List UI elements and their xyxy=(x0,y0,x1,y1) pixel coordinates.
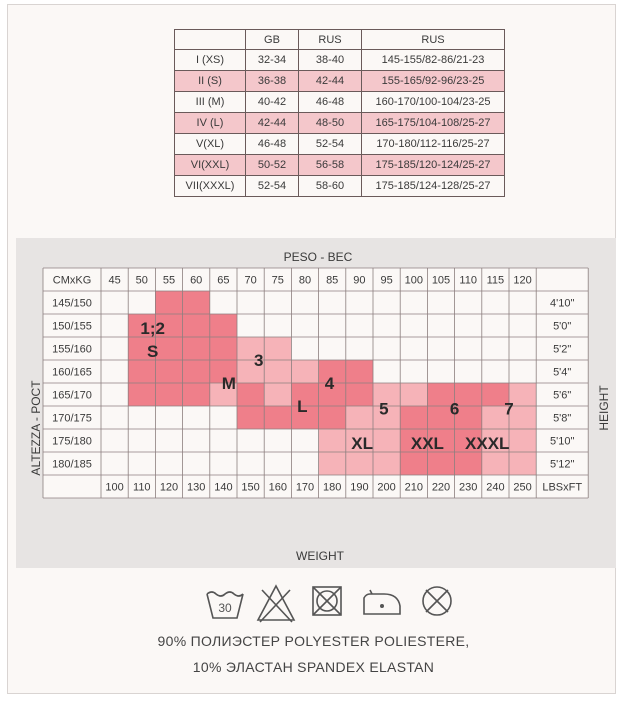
ft-tick-label: 5'0" xyxy=(553,320,572,333)
size-table-row xyxy=(175,176,505,197)
kg-tick-label: 100 xyxy=(404,274,423,287)
size-table-cell-rus: 38-40 xyxy=(299,50,362,71)
size-zone-cell xyxy=(210,314,237,337)
size-zone-number: 4 xyxy=(324,374,335,393)
size-zone-cell xyxy=(509,429,536,452)
size-zone-cell xyxy=(264,383,291,406)
fabric-composition-line2: 10% ЭЛАСТАН SPANDEX ELASTAN xyxy=(192,659,435,675)
size-zone-code: XXL xyxy=(410,433,444,453)
ft-tick-label: 5'8" xyxy=(553,412,572,425)
size-table-cell-size: VI(XXL) xyxy=(175,155,246,176)
lbs-tick-label: 150 xyxy=(241,481,260,494)
size-table-cell-size: VII(XXXL) xyxy=(175,176,246,197)
size-table-cell-rus-full: 145-155/82-86/21-23 xyxy=(362,50,505,71)
lbs-tick-label: 230 xyxy=(459,481,478,494)
size-table-row xyxy=(175,71,505,92)
size-zone-cell xyxy=(128,360,155,383)
no-tumble-dry-icon xyxy=(313,587,341,615)
size-zone-number: 7 xyxy=(504,399,514,419)
lbs-tick-label: 240 xyxy=(486,481,505,494)
size-zone-cell xyxy=(319,452,346,475)
size-zone-cell xyxy=(155,337,182,360)
size-table-row xyxy=(175,92,505,113)
cm-tick-label: 165/170 xyxy=(52,389,92,402)
weight-kg-title: PESO - BEC xyxy=(283,250,353,264)
size-zone-cell xyxy=(264,337,291,360)
lbs-tick-label: 250 xyxy=(513,481,532,494)
size-zone-cell xyxy=(427,452,454,475)
size-zone-number: 6 xyxy=(449,399,460,419)
size-zone-cell xyxy=(455,452,482,475)
kg-tick-label: 120 xyxy=(513,274,532,287)
ft-tick-label: 5'6" xyxy=(553,389,572,402)
fabric-composition-line1: 90% ПОЛИЭСТЕР POLYESTER POLIESTERE, xyxy=(157,633,470,649)
kg-tick-label: 80 xyxy=(298,274,312,287)
size-zone-cell xyxy=(237,383,264,406)
corner-cmxkg-label: CMxKG xyxy=(52,274,92,287)
size-table-row xyxy=(175,155,505,176)
size-table-cell-gb: 46-48 xyxy=(246,134,299,155)
lbs-tick-label: 100 xyxy=(105,481,124,494)
lbs-tick-label: 110 xyxy=(133,481,151,494)
size-zone-cell xyxy=(373,429,400,452)
ft-tick-label: 5'4" xyxy=(553,366,572,379)
size-table-body xyxy=(175,50,505,197)
size-zone-cell xyxy=(373,452,400,475)
ft-tick-label: 5'2" xyxy=(553,343,572,356)
lbs-tick-label: 220 xyxy=(431,481,451,494)
size-table-cell-rus: 52-54 xyxy=(299,134,362,155)
size-table-cell-rus-full: 165-175/104-108/25-27 xyxy=(362,113,505,134)
size-zone-code: M xyxy=(221,374,236,393)
care-icons xyxy=(8,580,625,630)
size-table-cell-rus: 56-58 xyxy=(299,155,362,176)
size-zone-cell xyxy=(509,452,536,475)
size-zone-number: 1;2 xyxy=(140,318,165,338)
kg-tick-label: 95 xyxy=(380,274,393,287)
size-zone-cell xyxy=(183,314,210,337)
lbs-tick-label: 200 xyxy=(377,481,396,494)
cm-tick-label: 160/165 xyxy=(52,366,92,379)
size-table-cell-gb: 52-54 xyxy=(246,176,299,197)
kg-tick-label: 70 xyxy=(244,274,257,287)
cm-tick-label: 175/180 xyxy=(52,435,92,448)
size-table-cell-rus: 46-48 xyxy=(299,92,362,113)
wash-temp-label: 30 xyxy=(218,601,232,615)
lbs-tick-label: 190 xyxy=(350,481,369,494)
size-zone-cell xyxy=(346,406,373,429)
size-zone-cell xyxy=(319,429,346,452)
size-table-cell-gb: 40-42 xyxy=(246,92,299,113)
size-zone-code: S xyxy=(147,341,159,361)
kg-tick-label: 60 xyxy=(190,274,203,287)
size-zone-cell xyxy=(400,452,427,475)
lbs-tick-label: 180 xyxy=(323,481,342,494)
size-table-header xyxy=(175,30,505,50)
size-zone-cell xyxy=(183,291,210,314)
lbs-tick-label: 140 xyxy=(214,481,233,494)
wash-30-icon xyxy=(207,592,243,618)
size-zone-cell xyxy=(346,383,373,406)
size-zone-cell xyxy=(346,452,373,475)
size-grid xyxy=(16,238,616,568)
size-table-cell-rus-full: 155-165/92-96/23-25 xyxy=(362,71,505,92)
cm-tick-label: 180/185 xyxy=(52,458,92,471)
size-zone-cell xyxy=(155,360,182,383)
size-table-cell-rus: 48-50 xyxy=(299,113,362,134)
size-chart-card xyxy=(7,4,616,694)
size-table-cell-size: II (S) xyxy=(175,71,246,92)
size-table-cell-rus: 58-60 xyxy=(299,176,362,197)
lbs-tick-label: 210 xyxy=(404,481,423,494)
lbs-tick-label: 120 xyxy=(159,481,179,494)
cm-tick-label: 170/175 xyxy=(52,412,92,425)
size-table-cell-size: I (XS) xyxy=(175,50,246,71)
kg-tick-label: 85 xyxy=(326,274,339,287)
size-zone-cell xyxy=(155,383,182,406)
kg-tick-label: 90 xyxy=(353,274,366,287)
lbs-tick-label: 170 xyxy=(295,481,315,494)
size-zone-code: XXXL xyxy=(465,433,510,453)
size-zone-cell xyxy=(346,360,373,383)
size-table-cell-rus-full: 160-170/100-104/23-25 xyxy=(362,92,505,113)
size-table-cell-size: V(XL) xyxy=(175,134,246,155)
lbs-tick-label: 160 xyxy=(268,481,287,494)
size-zone-cell xyxy=(264,406,291,429)
size-zone-cell xyxy=(183,337,210,360)
size-zone-cell xyxy=(183,383,210,406)
header-rus: RUS xyxy=(299,30,362,50)
size-table-cell-gb: 50-52 xyxy=(246,155,299,176)
size-zone-cell xyxy=(400,383,427,406)
kg-tick-label: 45 xyxy=(108,274,121,287)
size-zone-number: 3 xyxy=(254,351,264,370)
size-table-cell-rus-full: 175-185/120-124/25-27 xyxy=(362,155,505,176)
no-bleach-icon xyxy=(258,586,294,622)
size-zone-cell xyxy=(210,337,237,360)
ft-tick-label: 5'10" xyxy=(550,435,575,448)
size-table-row xyxy=(175,134,505,155)
ft-tick-label: 4'10" xyxy=(550,297,575,310)
size-table-cell-size: III (M) xyxy=(175,92,246,113)
size-table-cell-gb: 32-34 xyxy=(246,50,299,71)
size-table-cell-gb: 36-38 xyxy=(246,71,299,92)
size-zone-cell xyxy=(237,406,264,429)
kg-tick-label: 50 xyxy=(135,274,148,287)
size-table-cell-rus: 42-44 xyxy=(299,71,362,92)
size-zone-cell xyxy=(183,360,210,383)
size-zone-cell xyxy=(400,406,427,429)
height-ft-title: HEIGHT xyxy=(597,385,611,431)
size-grid-band xyxy=(16,238,616,568)
size-table-cell-gb: 42-44 xyxy=(246,113,299,134)
lbs-tick-label: 130 xyxy=(187,481,206,494)
weight-lbs-title: WEIGHT xyxy=(296,549,344,563)
size-zone-cell xyxy=(291,360,318,383)
size-table-row xyxy=(175,113,505,134)
header-gb: GB xyxy=(246,30,299,50)
kg-tick-label: 75 xyxy=(271,274,284,287)
size-table-cell-rus-full: 170-180/112-116/25-27 xyxy=(362,134,505,155)
ft-tick-label: 5'12" xyxy=(550,458,575,471)
size-zone-cell xyxy=(482,452,509,475)
cm-tick-label: 145/150 xyxy=(52,297,92,310)
size-table xyxy=(174,29,505,197)
header-rus-full: RUS xyxy=(362,30,505,50)
kg-tick-label: 115 xyxy=(486,274,505,287)
kg-tick-label: 110 xyxy=(459,274,477,287)
size-table-cell-size: IV (L) xyxy=(175,113,246,134)
cm-tick-label: 150/155 xyxy=(52,320,92,333)
cm-tick-label: 155/160 xyxy=(52,343,92,356)
size-zone-cell xyxy=(155,291,182,314)
kg-tick-label: 65 xyxy=(217,274,230,287)
size-table-row xyxy=(175,50,505,71)
size-zone-cell xyxy=(319,406,346,429)
header-size xyxy=(175,30,246,50)
iron-low-icon xyxy=(364,590,400,614)
size-zone-code: L xyxy=(297,397,308,416)
size-zone-cell xyxy=(264,360,291,383)
size-zone-cell xyxy=(128,383,155,406)
corner-lbsxft-label: LBSxFT xyxy=(542,481,583,494)
size-zone-code: XL xyxy=(351,433,373,453)
no-dry-clean-icon xyxy=(423,587,451,615)
size-table-cell-rus-full: 175-185/124-128/25-27 xyxy=(362,176,505,197)
kg-tick-label: 105 xyxy=(431,274,451,287)
kg-tick-label: 55 xyxy=(162,274,176,287)
height-cm-title: ALTEZZA - POCT xyxy=(29,380,43,476)
size-zone-number: 5 xyxy=(379,399,389,419)
